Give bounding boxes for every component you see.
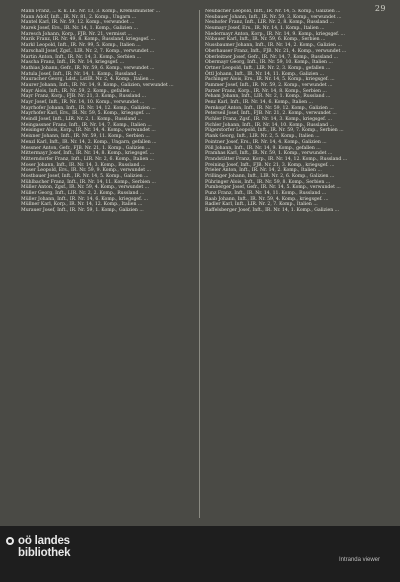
register-entry: Müller Georg, Inft., LIR. Nr. 2, 2. Komp., Russland ... <box>21 191 145 196</box>
register-entry: Neubauer Johann, Inft., IR. Nr. 59, 3. Komp., verwundet ... <box>205 14 342 20</box>
register-entry: Pernkopf Anton, Inft., IR. Nr. 59, 12. Komp., Galizien ... <box>205 105 334 111</box>
register-entry: Preining Josef, Inft., FJB. Nr. 21, 3. Komp., kriegsgef. ... <box>205 162 335 168</box>
register-entry: Oberhauser Franz, Inft., FJB. Nr. 21, 4. Komp., verwundet ... <box>205 48 347 54</box>
register-entry: Mascha Franz, Inft., IR. Nr. 14, kriegsgef. ... <box>21 60 125 66</box>
register-entry: Moser Leopold, Ers., IR. Nr. 59, 9. Komp., verwundet ... <box>21 168 151 174</box>
register-entry: Pöll Johann, Inft., IR. Nr. 14, 9. Komp., gefallen ... <box>205 145 321 151</box>
register-entry: Müller Johann, Inft., IR. Nr. 14, 6. Komp., kriegsgef. ... <box>21 196 148 202</box>
register-entry: Nöbauer Karl, Inft., IR. Nr. 59, 6. Komp., Serbien ... <box>205 37 326 43</box>
register-entry: Meisinger Alois, Korp., IR. Nr. 14, 4. Komp., verwundet ... <box>21 128 156 134</box>
register-entry: Penz Karl, Inft., IR. Nr. 14, 6. Komp., Italien ... <box>205 100 313 105</box>
register-entry: Ortner Leopold, Inft., LIR. Nr. 2, 3. Komp., gefallen ... <box>205 65 331 71</box>
register-entry: Pachinger Alois, Ers., IR. Nr. 14, 5. Komp., kriegsgef. ... <box>205 77 335 83</box>
register-entry: Raab Johann, Inft., IR. Nr. 59, 4. Komp., kriegsgef. ... <box>205 196 329 202</box>
register-entry: Mittermayr Josef, Inft., IR. Nr. 14, 8. Komp., kriegsgef. ... <box>21 151 155 157</box>
register-entry: Pammer Josef, Inft., IR. Nr. 59, 2. Komp., verwundet ... <box>205 82 333 88</box>
register-entry: Obermayr Georg, Inft., IR. Nr. 59, 10. Komp., Italien ... <box>205 60 333 66</box>
register-entry: Mayr Alois, Inft., IR. Nr. 59, 2. Komp., gefallen ... <box>21 88 136 94</box>
register-entry: Mann Franz, ... k. k. LE. Nr. 13, 3. Komp., Kremsmünster ... <box>21 9 161 14</box>
register-entry: Nussbaumer Johann, Inft., IR. Nr. 14, 2. Komp., Galizien ... <box>205 43 342 49</box>
register-entry: Mann Adolf, Inft., IR. Nr. 81, 2. Komp., Ungarn ... <box>21 14 137 20</box>
register-entry: Maurer Johann, Inft., IR. Nr. 14, 9. Komp., Galizien, verwundet ... <box>21 82 174 88</box>
library-logo[interactable] <box>6 535 96 569</box>
logo-line-2: bibliothek <box>18 547 71 559</box>
viewer-label: Intranda viewer <box>338 557 380 563</box>
register-entry: Peterseil Josef, Inft., FJB. Nr. 21, 2. Komp., verwundet ... <box>205 111 337 117</box>
register-entry: Mayr Franz, Korp., FJB. Nr. 21, 3. Komp., Russland ... <box>21 94 147 100</box>
logo-line-1: oö landes <box>18 535 70 547</box>
register-entry: Matula Josef, Inft., IR. Nr. 14, 1. Komp., Russland ... <box>21 71 143 77</box>
register-entry: Raffelsberger Josef, Inft., IR. Nr. 14, 1. Komp., Galizien ... <box>205 208 340 214</box>
register-entry: Markl Leopold, Inft., IR. Nr. 99, 5. Komp., Italien ... <box>21 43 141 49</box>
register-entry: Mayrhofer Karl, Ers., IR. Nr. 59, 5. Komp., kriegsgef. ... <box>21 111 151 117</box>
left-column <box>21 9 197 521</box>
column-divider <box>199 10 200 518</box>
register-entry: Plank Georg, Inft., LIR. Nr. 2, 5. Komp., Italien ... <box>205 134 320 140</box>
register-entry: Parzer Franz, Korp., IR. Nr. 14, 8. Komp., Serbien ... <box>205 88 327 94</box>
register-entry: Pointner Josef, Ers., IR. Nr. 14, 4. Komp., Galizien ... <box>205 139 327 145</box>
register-entry: Peham Johann, Inft., LIR. Nr. 2, 1. Komp., Russland ... <box>205 94 331 100</box>
register-entry: Punz Franz, Inft., IR. Nr. 14, 11. Komp., Russland ... <box>205 191 327 196</box>
page-number: 29 <box>374 4 386 13</box>
register-entry: Prillinger Johann, Inft., LIR. Nr. 2, 6. Komp., Galizien ... <box>205 173 335 179</box>
register-entry: Neumayr Josef, Ers., IR. Nr. 14, 1. Komp., Italien ... <box>205 26 325 32</box>
register-entry: Mauracher Georg, Ldst., LstIR. Nr. 2, 4. Komp., Italien ... <box>21 77 155 83</box>
register-entry: Mayrhofer Johann, Inft., IR. Nr. 14, 12. Komp., Galizien ... <box>21 105 156 111</box>
register-entry: Marschall Josef, Zgsf., LIR. Nr. 2, 7. Komp., verwundet ... <box>21 48 155 54</box>
register-entry: Neubacher Leopold, Inft., IR. Nr. 14, 5. Komp., Galizien ... <box>205 9 341 14</box>
register-entry: Meixner Johann, Inft., IR. Nr. 59, 11. Komp., Serbien ... <box>21 134 150 140</box>
register-entry: Radler Karl, Inft., LIR. Nr. 2, 7. Komp., Italien ... <box>205 202 318 208</box>
register-entry: Moser Johann, Inft., IR. Nr. 14, 3. Komp., Russland ... <box>21 162 146 168</box>
right-column <box>205 9 381 521</box>
register-entry: Pichler Johann, Inft., IR. Nr. 14, 10. Komp., Russland ... <box>205 122 334 128</box>
register-entry: Mostbauer Josef, Inft., IR. Nr. 14, 5. Komp., Galizien ... <box>21 173 149 179</box>
register-entry: Pühringer Alois, Inft., IR. Nr. 59, 8. Komp., Serbien ... <box>205 179 331 185</box>
register-entry: Meindl Josef, Inft., LIR. Nr. 2, 1. Komp., Russland ... <box>21 117 142 123</box>
register-entry: Müllner Karl, Korp., IR. Nr. 14, 12. Komp., Italien ... <box>21 202 143 208</box>
register-entry: Pumberger Josef, Gefr., IR. Nr. 14, 5. Komp., verwundet ... <box>205 185 341 191</box>
register-entry: Mayr Josef, Inft., IR. Nr. 14, 10. Komp., verwundet ... <box>21 100 145 105</box>
register-entry: Prandstätter Franz, Korp., IR. Nr. 14, 12. Komp., Russland ... <box>205 156 348 162</box>
register-entry: Pilgerstorfer Leopold, Inft., IR. Nr. 59, 7. Komp., Serbien ... <box>205 128 344 134</box>
register-entry: Pichler Franz, Zgsf., IR. Nr. 14, 3. Komp., kriegsgef. ... <box>205 117 332 123</box>
register-entry: Müller Anton, Zgsf., IR. Nr. 59, 4. Komp., verwundet ... <box>21 185 150 191</box>
register-entry: Pramhas Karl, Inft., IR. Nr. 59, 1. Komp., verwundet ... <box>205 151 333 157</box>
register-entry: Prieler Anton, Inft., IR. Nr. 14, 2. Komp., Italien ... <box>205 168 322 174</box>
register-entry: Mantel Karl, IR. Nr. 59, 12. Komp., verwundet ... <box>21 20 135 26</box>
register-entry: Meingassner Franz, Inft., IR. Nr. 14, 7. Komp., Italien ... <box>21 122 152 128</box>
register-entry: Menzl Karl, Inft., IR. Nr. 14, 2. Komp., Ungarn, gefallen ... <box>21 139 157 145</box>
register-entry: Öttl Johann, Inft., IR. Nr. 14, 11. Komp., Galizien ... <box>205 71 325 77</box>
register-entry: Marik Franz, IR. Nr. 49, 8. Komp., Russland, kriegsgef. ... <box>21 37 156 43</box>
register-entry: Murauer Josef, Inft., IR. Nr. 59, 1. Komp., Galizien ... <box>21 208 144 214</box>
logo-ring-icon <box>6 537 14 545</box>
register-entry: Marek Josef, Ers., IR. Nr. 14, 1. Komp., Galizien ... <box>21 26 138 32</box>
register-entry: Martin Anton, Inft., IR. Nr. 14, 3. Komp., Serbien ... <box>21 54 142 60</box>
register-entry: Niedermayr Anton, Korp., IR. Nr. 14, 9. Komp., kriegsgef. ... <box>205 31 345 37</box>
register-entry: Neuhofer Franz, Inft., LIR. Nr. 2, 8. Komp., Russland ... <box>205 20 335 26</box>
register-entry: Messner Anton, Gefr., FJB. Nr. 21, 1. Komp., Galizien ... <box>21 145 151 151</box>
register-entry: Oberleitner Josef, Gefr., IR. Nr. 14, 7. Komp., Russland ... <box>205 54 339 60</box>
register-entry: Mühlbacher Franz, Inft., IR. Nr. 14, 11. Komp., Serbien ... <box>21 179 156 185</box>
register-entry: Mitterndorfer Franz, Inft., LIR. Nr. 2, 6. Komp., Italien ... <box>21 156 155 162</box>
register-entry: Mathias Johann, Gefr., IR. Nr. 59, 6. Komp., verwundet ... <box>21 65 155 71</box>
register-entry: Maresch Johann, Korp., FJB. Nr. 21, vermisst ... <box>21 31 132 37</box>
